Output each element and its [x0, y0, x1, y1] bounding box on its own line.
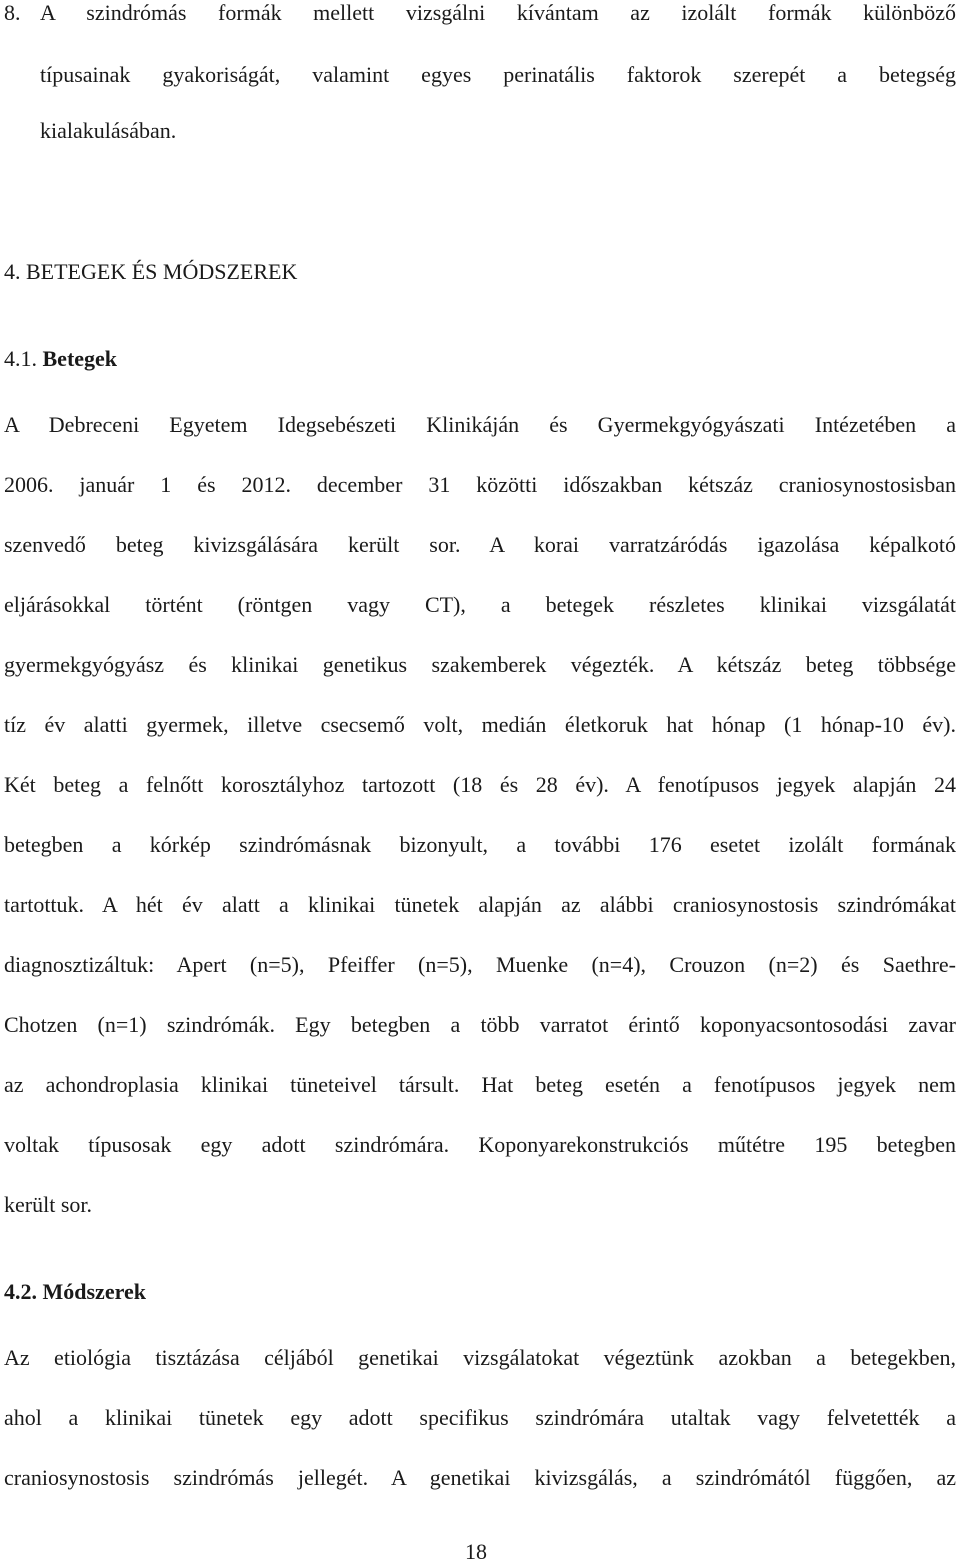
- list-item-line-2: típusainak gyakoriságát, valamint egyes perinatális faktorok szerepét a betegség: [40, 62, 956, 87]
- subsection-heading-modszerek: [4, 1277, 146, 1307]
- paragraph-line: Két beteg a felnőtt korosztályhoz tartozott (18 és 28 év). A fenotípusos jegyek alapján 24: [4, 772, 956, 797]
- list-item-line-1: [4, 0, 956, 26]
- list-item-text-line: A szindrómás formák mellett vizsgálni kívántam az izolált formák különböző: [40, 0, 956, 25]
- subsection-number: 4.2.: [4, 1279, 37, 1304]
- list-item-continuation: [40, 60, 956, 90]
- paragraph-line: craniosynostosis szindrómás jellegét. A genetikai kivizsgálás, a szindrómától függően, az: [4, 1465, 956, 1490]
- paragraph-line: szenvedő beteg kivizsgálására került sor. A korai varratzáródás igazolása képalkotó: [4, 532, 956, 557]
- paragraph-line: gyermekgyógyász és klinikai genetikus szakemberek végezték. A kétszáz beteg többsége: [4, 652, 956, 677]
- paragraph-line: tíz év alatti gyermek, illetve csecsemő volt, medián életkoruk hat hónap (1 hónap-10 év).: [4, 712, 956, 737]
- subsection-title: Módszerek: [42, 1279, 146, 1304]
- paragraph-line: ahol a klinikai tünetek egy adott specifikus szindrómára utaltak vagy felvetették a: [4, 1405, 956, 1430]
- list-item-line-3: kialakulásában.: [40, 118, 177, 143]
- subsection-title: Betegek: [42, 346, 118, 371]
- paragraph-line: Chotzen (n=1) szindrómák. Egy betegben a több varratot érintő koponyacsontosodási zavar: [4, 1012, 956, 1037]
- list-item-number: 8.: [4, 0, 21, 25]
- subsection-heading-betegek: [4, 344, 117, 374]
- document-page: [4, 0, 956, 1561]
- paragraph-line: eljárásokkal történt (röntgen vagy CT), a betegek részletes klinikai vizsgálatát: [4, 592, 956, 617]
- list-item-continuation-2: [40, 120, 956, 142]
- paragraph-line: 2006. január 1 és 2012. december 31 közötti időszakban kétszáz craniosynostosisban: [4, 472, 956, 497]
- subsection-number: 4.1.: [4, 346, 37, 371]
- paragraph-line: az achondroplasia klinikai tüneteivel társult. Hat beteg esetén a fenotípusos jegyek nem: [4, 1072, 956, 1097]
- paragraph-line: került sor.: [4, 1192, 92, 1217]
- paragraph-line: voltak típusosak egy adott szindrómára. Koponyarekonstrukciós műtétre 195 betegben: [4, 1132, 956, 1157]
- objective-list-item-8: [4, 0, 956, 26]
- section-heading: 4. BETEGEK ÉS MÓDSZEREK: [4, 259, 298, 284]
- page-number: 18: [465, 1539, 487, 1564]
- paragraph-line: Az etiológia tisztázása céljából genetikai vizsgálatokat végeztünk azokban a betegekben,: [4, 1345, 956, 1370]
- paragraph-line: betegben a kórkép szindrómásnak bizonyult, a további 176 esetet izolált formának: [4, 832, 956, 857]
- paragraph-line: diagnosztizáltuk: Apert (n=5), Pfeiffer (n=5), Muenke (n=4), Crouzon (n=2) és Saethre-: [4, 952, 956, 977]
- paragraph-line: A Debreceni Egyetem Idegsebészeti Klinikáján és Gyermekgyógyászati Intézetében a: [4, 412, 956, 437]
- paragraph-line: tartottuk. A hét év alatt a klinikai tünetek alapján az alábbi craniosynostosis szindrómákat: [4, 892, 956, 917]
